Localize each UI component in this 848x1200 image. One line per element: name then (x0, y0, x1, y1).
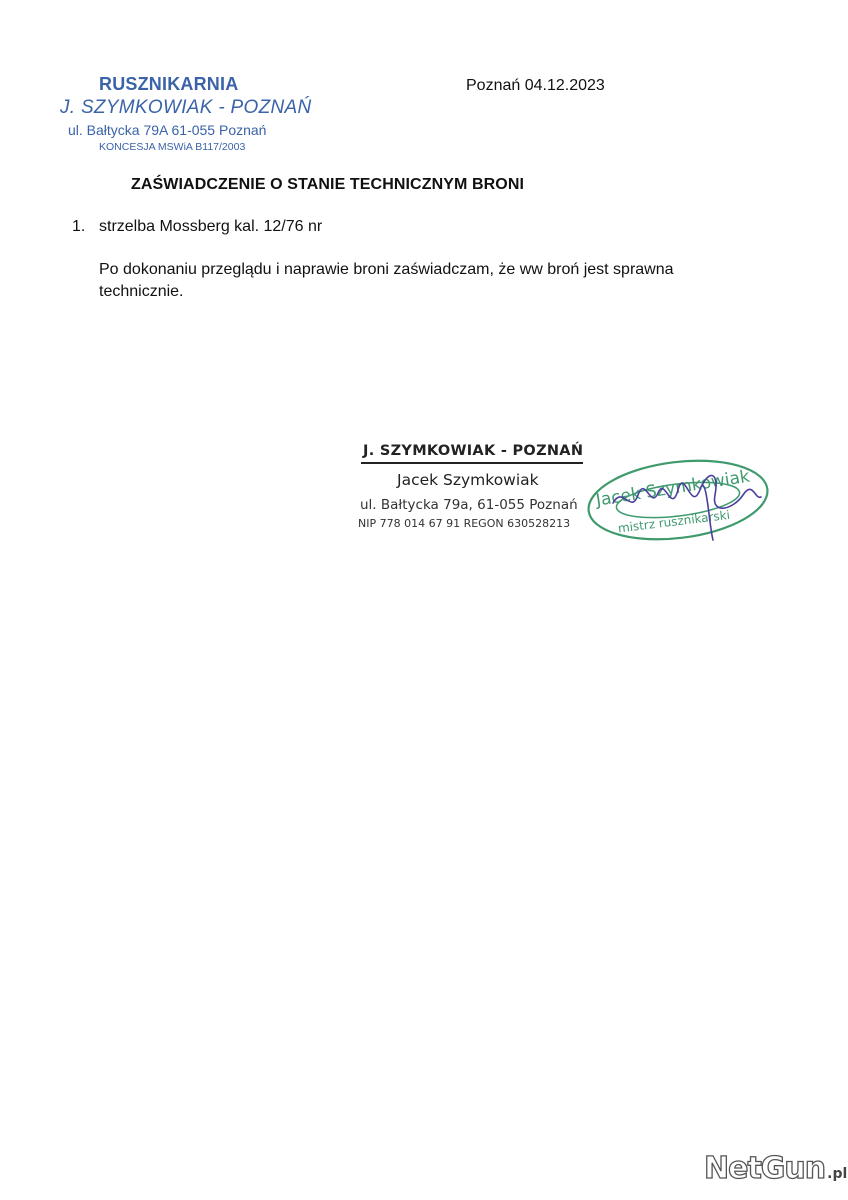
item-number: 1. (72, 218, 86, 235)
stamp-person: Jacek Szymkowiak (397, 471, 539, 489)
company-owner: J. SZYMKOWIAK - POZNAŃ (60, 97, 312, 118)
stamp-company: J. SZYMKOWIAK - POZNAŃ (363, 443, 584, 459)
watermark-brand: NetGun (704, 1151, 826, 1186)
company-name: RUSZNIKARNIA (99, 74, 239, 94)
stamp-address: ul. Bałtycka 79a, 61-055 Poznań (360, 497, 578, 513)
watermark-suffix: .pl (827, 1166, 848, 1182)
statement-paragraph: Po dokonaniu przeglądu i naprawie broni zaświadczam, że ww broń jest sprawna technicznie. (99, 261, 674, 300)
stamp-nip-regon: NIP 778 014 67 91 REGON 630528213 (358, 517, 571, 530)
master-seal-icon (583, 455, 773, 545)
seal-title: mistrz rusznikarski (617, 507, 731, 536)
document-title: ZAŚWIADCZENIE O STANIE TECHNICZNYM BRONI (131, 176, 525, 193)
item-description: strzelba Mossberg kal. 12/76 nr (99, 218, 323, 235)
netgun-watermark (704, 1151, 847, 1186)
place-date: Poznań 04.12.2023 (466, 77, 605, 94)
company-address: ul. Bałtycka 79A 61-055 Poznań (68, 122, 267, 138)
seal-name: Jacek Szymkowiak (594, 466, 752, 511)
company-license: KONCESJA MSWiA B117/2003 (99, 141, 246, 153)
stamp-divider (361, 462, 583, 464)
